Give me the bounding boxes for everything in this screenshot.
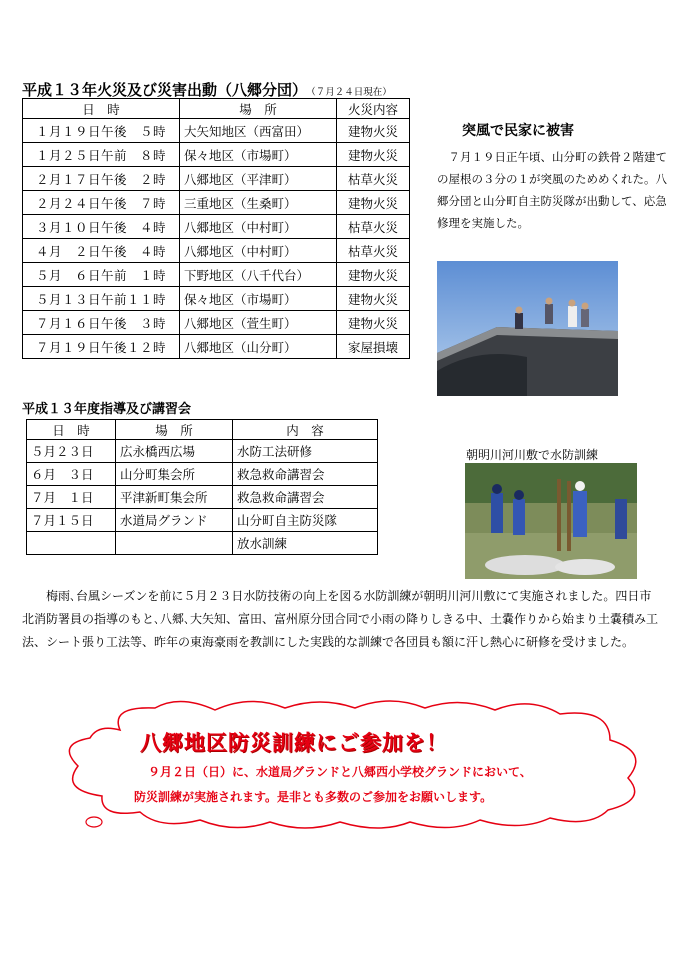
fire-table <box>22 98 410 359</box>
row-datetime: ３月１０日午後 ４時 <box>23 215 180 239</box>
flood-drill-photo <box>465 463 637 579</box>
row-type: 枯草火災 <box>337 239 410 263</box>
row-content: 救急救命講習会 <box>233 486 378 509</box>
announcement-line1: ９月２日（日）に、水道局グランドと八郷西小学校グランドにおいて、 <box>148 765 532 779</box>
row-place: 保々地区（市場町） <box>180 287 337 311</box>
header-place: 場 所 <box>180 99 337 119</box>
row-venue: 水道局グランド <box>116 509 233 532</box>
training-table-row <box>27 486 378 509</box>
header-datetime: 日 時 <box>23 99 180 119</box>
row-content: 水防工法研修 <box>233 440 378 463</box>
header-content: 内 容 <box>233 420 378 440</box>
announcement-line2: 防災訓練が実施されます。是非とも多数のご参加をお願いします。 <box>134 790 493 804</box>
fire-title-note: （７月２４日現在） <box>311 87 392 98</box>
row-type: 枯草火災 <box>337 215 410 239</box>
row-venue: 山分町集会所 <box>116 463 233 486</box>
fire-section-title <box>22 79 392 100</box>
row-place: 八郷地区（山分町） <box>180 335 337 359</box>
row-date <box>27 532 116 555</box>
row-venue <box>116 532 233 555</box>
training-table-header <box>27 420 378 440</box>
row-date: ５月２３日 <box>27 440 116 463</box>
row-place: 三重地区（生桑町） <box>180 191 337 215</box>
row-datetime: ２月１７日午後 ２時 <box>23 167 180 191</box>
drill-report-paragraph: 梅雨､台風シーズンを前に５月２３日水防技術の向上を図る水防訓練が朝明川河川敷にて実施されました。四日市北消防署員の指導のもと､八郷､大矢知、富田、富州原分団合同で小雨の降りしきる中、土嚢作りから始まり土嚢積み工法、シート張り工法等、昨年の東海豪雨を教訓にした実践的な訓練で各団員も額に汗し熱心に研修を受けました。 <box>22 589 659 649</box>
fire-table-row <box>23 119 410 143</box>
row-place: 下野地区（八千代台） <box>180 263 337 287</box>
fire-table-row <box>23 143 410 167</box>
header-venue: 場 所 <box>116 420 233 440</box>
row-type: 建物火災 <box>337 119 410 143</box>
fire-title-text: 平成１３年火災及び災害出動（八郷分団） <box>22 81 308 99</box>
row-place: 八郷地区（中村町） <box>180 239 337 263</box>
row-venue: 広永橋西広場 <box>116 440 233 463</box>
training-photo-caption: 朝明川河川敷で水防訓練 <box>466 448 599 462</box>
row-place: 保々地区（市場町） <box>180 143 337 167</box>
row-place: 大矢知地区（西富田） <box>180 119 337 143</box>
row-place: 八郷地区（平津町） <box>180 167 337 191</box>
fire-table-row <box>23 335 410 359</box>
fire-table-row <box>23 263 410 287</box>
row-datetime: ４月 ２日午後 ４時 <box>23 239 180 263</box>
row-content: 救急救命講習会 <box>233 463 378 486</box>
roof-repair-photo <box>437 261 618 396</box>
row-type: 建物火災 <box>337 311 410 335</box>
training-table-row <box>27 440 378 463</box>
row-datetime: ７月１９日午後１２時 <box>23 335 180 359</box>
row-type: 建物火災 <box>337 287 410 311</box>
row-datetime: １月２５日午前 ８時 <box>23 143 180 167</box>
fire-table-row <box>23 239 410 263</box>
training-table-row <box>27 532 378 555</box>
row-place: 八郷地区（萱生町） <box>180 311 337 335</box>
sidebar-heading: 突風で民家に被害 <box>462 123 574 139</box>
fire-table-row <box>23 287 410 311</box>
fire-table-row <box>23 311 410 335</box>
header-type: 火災内容 <box>337 99 410 119</box>
training-table-row <box>27 463 378 486</box>
row-content: 山分町自主防災隊 <box>233 509 378 532</box>
row-type: 家屋損壊 <box>337 335 410 359</box>
training-table <box>26 419 378 555</box>
row-datetime: １月１９日午後 ５時 <box>23 119 180 143</box>
announcement-title: 八郷地区防災訓練にご参加を！ <box>140 731 448 755</box>
row-date: ７月１５日 <box>27 509 116 532</box>
fire-table-row <box>23 215 410 239</box>
fire-table-row <box>23 191 410 215</box>
row-content: 放水訓練 <box>233 532 378 555</box>
row-date: ６月 ３日 <box>27 463 116 486</box>
sidebar-text: ７月１９日正午頃、山分町の鉄骨２階建ての屋根の３分の１が突風のためめくれた。八郷分団と山分町自主防災隊が出動して、応急修理を実施した。 <box>437 150 667 230</box>
fire-table-header <box>23 99 410 119</box>
row-datetime: ５月１３日午前１１時 <box>23 287 180 311</box>
row-type: 枯草火災 <box>337 167 410 191</box>
row-date: ７月 １日 <box>27 486 116 509</box>
header-date: 日 時 <box>27 420 116 440</box>
row-type: 建物火災 <box>337 263 410 287</box>
row-datetime: ７月１６日午後 ３時 <box>23 311 180 335</box>
row-datetime: ２月２４日午後 ７時 <box>23 191 180 215</box>
training-table-row <box>27 509 378 532</box>
row-venue: 平津新町集会所 <box>116 486 233 509</box>
training-section-title: 平成１３年度指導及び講習会 <box>22 402 192 417</box>
row-type: 建物火災 <box>337 191 410 215</box>
row-place: 八郷地区（中村町） <box>180 215 337 239</box>
fire-table-row <box>23 167 410 191</box>
row-type: 建物火災 <box>337 143 410 167</box>
row-datetime: ５月 ６日午前 １時 <box>23 263 180 287</box>
